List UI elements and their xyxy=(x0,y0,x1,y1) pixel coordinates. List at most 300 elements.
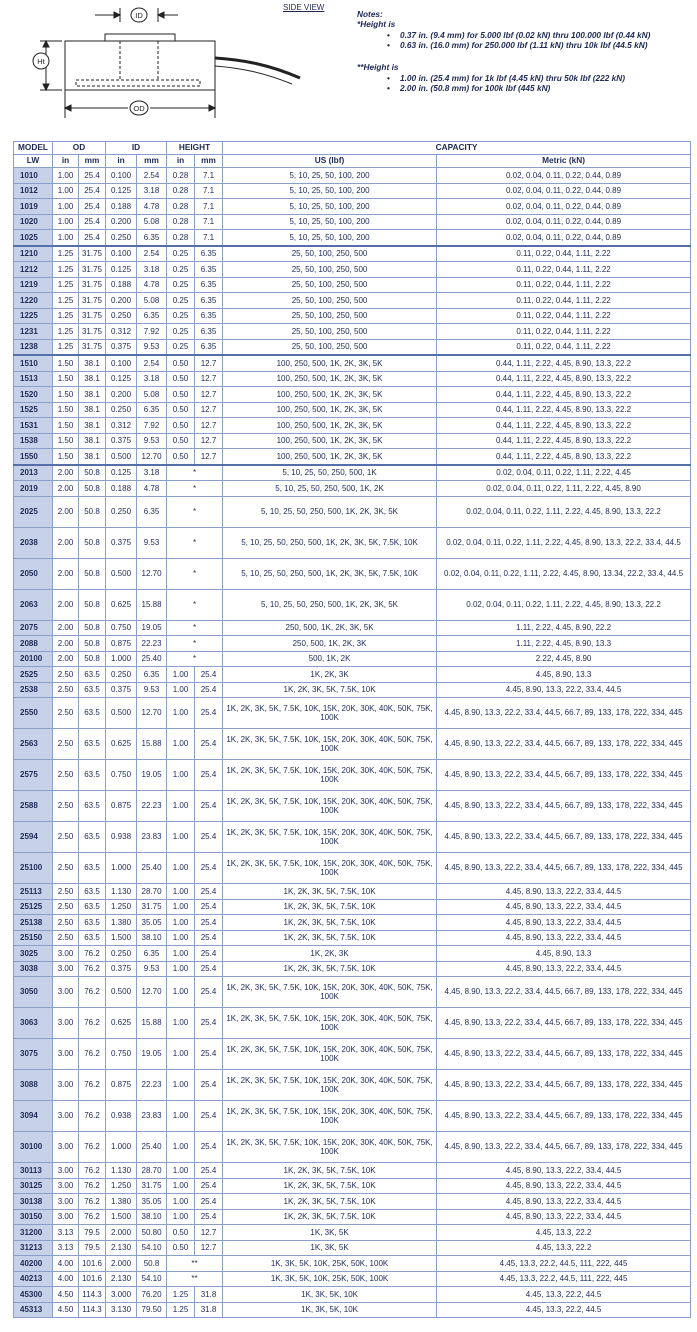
header-capacity: CAPACITY xyxy=(223,142,691,155)
cell-capacity-metric: 0.02, 0.04, 0.11, 0.22, 1.11, 2.22, 4.45 xyxy=(437,465,691,481)
load-cell-body xyxy=(65,41,215,90)
table-row xyxy=(14,620,691,636)
cell-capacity-us: 5, 10, 25, 50, 100, 200 xyxy=(223,168,437,184)
cell-id-mm: 15.88 xyxy=(137,729,167,760)
cell-od-mm: 63.5 xyxy=(79,791,106,822)
cell-id-in: 0.875 xyxy=(106,791,137,822)
cell-id-in: 0.188 xyxy=(106,277,137,293)
cell-od-in: 3.00 xyxy=(53,1039,79,1070)
cell-height-in: 1.00 xyxy=(167,791,195,822)
cell-capacity-us: 25, 50, 100, 250, 500 xyxy=(223,293,437,309)
cell-od-mm: 31.75 xyxy=(79,262,106,278)
cell-capacity-metric: 4.45, 8.90, 13.3, 22.2, 33.4, 44.5 xyxy=(437,1194,691,1210)
cell-od-in: 1.25 xyxy=(53,246,79,262)
cell-od-in: 1.50 xyxy=(53,402,79,418)
cell-id-in: 0.938 xyxy=(106,1101,137,1132)
cell-id-in: 1.000 xyxy=(106,651,137,667)
cell-id-in: 0.188 xyxy=(106,481,137,497)
cell-height-in: 0.50 xyxy=(167,418,195,434)
cell-capacity-metric: 4.45, 8.90, 13.3 xyxy=(437,946,691,962)
cell-height-in: 0.50 xyxy=(167,402,195,418)
cell-capacity-us: 5, 10, 25, 50, 250, 500, 1K, 2K, 3K, 5K, 7.5K, 10K xyxy=(223,527,437,558)
cell-id-mm: 79.50 xyxy=(137,1302,167,1318)
cell-height-mm: 25.4 xyxy=(195,1209,223,1225)
table-row xyxy=(14,729,691,760)
table-row xyxy=(14,961,691,977)
cell-id-mm: 25.40 xyxy=(137,1132,167,1163)
cell-model: 30113 xyxy=(14,1163,53,1179)
cell-capacity-metric: 4.45, 8.90, 13.3, 22.2, 33.4, 44.5 xyxy=(437,1178,691,1194)
cell-od-in: 1.50 xyxy=(53,433,79,449)
cell-od-in: 2.00 xyxy=(53,496,79,527)
cell-capacity-metric: 4.45, 8.90, 13.3, 22.2, 33.4, 44.5, 66.7, 89, 133, 178, 222, 334, 445 xyxy=(437,1008,691,1039)
cell-id-in: 0.250 xyxy=(106,230,137,246)
cell-capacity-us: 1K, 2K, 3K xyxy=(223,946,437,962)
cell-od-in: 1.00 xyxy=(53,168,79,184)
cell-height-in: * xyxy=(167,496,223,527)
cell-od-in: 1.50 xyxy=(53,449,79,465)
cell-capacity-us: 25, 50, 100, 250, 500 xyxy=(223,277,437,293)
cell-id-mm: 28.70 xyxy=(137,1163,167,1179)
cell-od-mm: 63.5 xyxy=(79,884,106,900)
cell-capacity-us: 250, 500, 1K, 2K, 3K, 5K xyxy=(223,620,437,636)
side-view-label: SIDE VIEW xyxy=(283,3,325,12)
cell-height-mm: 25.4 xyxy=(195,1101,223,1132)
cell-od-in: 2.00 xyxy=(53,465,79,481)
cell-od-in: 3.13 xyxy=(53,1225,79,1241)
cell-capacity-metric: 1.11, 2.22, 4.45, 8.90, 13.3 xyxy=(437,636,691,652)
cell-od-in: 3.00 xyxy=(53,977,79,1008)
cell-capacity-us: 1K, 2K, 3K, 5K, 7.5K, 10K, 15K, 20K, 30K, 40K, 50K, 75K, 100K xyxy=(223,729,437,760)
load-button-boss xyxy=(105,34,175,41)
cell-model: 1219 xyxy=(14,277,53,293)
cell-model: 30125 xyxy=(14,1178,53,1194)
cell-capacity-us: 100, 250, 500, 1K, 2K, 3K, 5K xyxy=(223,387,437,403)
height2-note-title: **Height is xyxy=(357,62,399,73)
cell-id-mm: 6.35 xyxy=(137,946,167,962)
header-od-mm: mm xyxy=(79,155,106,168)
cell-capacity-us: 5, 10, 25, 50, 250, 500, 1K xyxy=(223,465,437,481)
cell-id-in: 0.938 xyxy=(106,822,137,853)
cell-od-mm: 63.5 xyxy=(79,698,106,729)
cell-capacity-metric: 0.11, 0.22, 0.44, 1.11, 2.22 xyxy=(437,339,691,355)
cell-capacity-us: 100, 250, 500, 1K, 2K, 3K, 5K xyxy=(223,449,437,465)
cell-height-in: 1.00 xyxy=(167,1163,195,1179)
cell-capacity-us: 1K, 2K, 3K, 5K, 7.5K, 10K xyxy=(223,1178,437,1194)
cell-model: 1210 xyxy=(14,246,53,262)
table-row xyxy=(14,293,691,309)
cell-od-in: 1.50 xyxy=(53,355,79,371)
cell-id-mm: 22.23 xyxy=(137,1070,167,1101)
cell-id-mm: 2.54 xyxy=(137,168,167,184)
cell-capacity-us: 1K, 2K, 3K, 5K, 7.5K, 10K, 15K, 20K, 30K, 40K, 50K, 75K, 100K xyxy=(223,1008,437,1039)
cell-id-mm: 9.53 xyxy=(137,961,167,977)
cell-capacity-metric: 4.45, 8.90, 13.3, 22.2, 33.4, 44.5 xyxy=(437,1163,691,1179)
cell-height-in: 1.00 xyxy=(167,682,195,698)
cell-capacity-metric: 0.44, 1.11, 2.22, 4.45, 8.90, 13.3, 22.2 xyxy=(437,402,691,418)
cell-height-in: 0.50 xyxy=(167,371,195,387)
cell-height-mm: 25.4 xyxy=(195,667,223,683)
cell-capacity-us: 100, 250, 500, 1K, 2K, 3K, 5K xyxy=(223,433,437,449)
height-note-list xyxy=(357,30,692,51)
cell-id-in: 3.000 xyxy=(106,1287,137,1303)
cell-model: 1510 xyxy=(14,355,53,371)
cell-id-mm: 25.40 xyxy=(137,651,167,667)
cell-od-mm: 63.5 xyxy=(79,915,106,931)
cell-height-in: 0.25 xyxy=(167,262,195,278)
cell-height-mm: 25.4 xyxy=(195,899,223,915)
cell-model: 30150 xyxy=(14,1209,53,1225)
cell-capacity-us: 5, 10, 25, 50, 100, 200 xyxy=(223,230,437,246)
cell-id-mm: 15.88 xyxy=(137,589,167,620)
cell-id-mm: 35.05 xyxy=(137,915,167,931)
cell-od-mm: 79.5 xyxy=(79,1240,106,1256)
notes-block xyxy=(357,9,692,94)
cell-capacity-metric: 4.45, 13.3, 22.2, 44.5 xyxy=(437,1287,691,1303)
table-row xyxy=(14,1070,691,1101)
cell-od-in: 1.25 xyxy=(53,293,79,309)
cell-od-mm: 25.4 xyxy=(79,183,106,199)
cell-capacity-us: 250, 500, 1K, 2K, 3K xyxy=(223,636,437,652)
cell-id-in: 2.000 xyxy=(106,1225,137,1241)
hidden-cavity xyxy=(76,80,200,86)
cell-model: 1019 xyxy=(14,199,53,215)
cell-id-mm: 35.05 xyxy=(137,1194,167,1210)
cell-od-in: 3.00 xyxy=(53,961,79,977)
cell-capacity-us: 1K, 2K, 3K, 5K, 7.5K, 10K xyxy=(223,899,437,915)
header-model: MODEL xyxy=(14,142,53,155)
cell-capacity-metric: 4.45, 8.90, 13.3, 22.2, 33.4, 44.5, 66.7, 89, 133, 178, 222, 334, 445 xyxy=(437,698,691,729)
table-row xyxy=(14,698,691,729)
header-height: HEIGHT xyxy=(167,142,223,155)
cell-id-mm: 28.70 xyxy=(137,884,167,900)
cell-model: 40200 xyxy=(14,1256,53,1272)
cell-height-mm: 25.4 xyxy=(195,1194,223,1210)
cell-height-in: 1.00 xyxy=(167,946,195,962)
cell-capacity-us: 500, 1K, 2K xyxy=(223,651,437,667)
table-row xyxy=(14,1256,691,1272)
cell-od-mm: 76.2 xyxy=(79,1163,106,1179)
cell-model: 2013 xyxy=(14,465,53,481)
cell-model: 1550 xyxy=(14,449,53,465)
cell-capacity-metric: 0.02, 0.04, 0.11, 0.22, 0.44, 0.89 xyxy=(437,214,691,230)
cell-id-mm: 4.78 xyxy=(137,481,167,497)
cell-id-mm: 5.08 xyxy=(137,214,167,230)
cell-capacity-metric: 0.02, 0.04, 0.11, 0.22, 0.44, 0.89 xyxy=(437,168,691,184)
header-id: ID xyxy=(106,142,167,155)
table-row xyxy=(14,183,691,199)
cell-model: 1212 xyxy=(14,262,53,278)
cell-id-in: 0.125 xyxy=(106,183,137,199)
cell-height-in: 0.25 xyxy=(167,277,195,293)
cell-od-mm: 76.2 xyxy=(79,1178,106,1194)
header-height-in: in xyxy=(167,155,195,168)
cell-od-in: 2.50 xyxy=(53,760,79,791)
cell-id-mm: 2.54 xyxy=(137,355,167,371)
cell-id-mm: 50.8 xyxy=(137,1256,167,1272)
cell-model: 25113 xyxy=(14,884,53,900)
cell-id-in: 0.375 xyxy=(106,682,137,698)
cell-height-in: 1.00 xyxy=(167,899,195,915)
cell-model: 1010 xyxy=(14,168,53,184)
header-id-in: in xyxy=(106,155,137,168)
table-row xyxy=(14,822,691,853)
cell-height-mm: 12.7 xyxy=(195,371,223,387)
cell-capacity-metric: 0.11, 0.22, 0.44, 1.11, 2.22 xyxy=(437,324,691,340)
cell-model: 1525 xyxy=(14,402,53,418)
cell-od-in: 2.00 xyxy=(53,651,79,667)
cell-model: 3075 xyxy=(14,1039,53,1070)
cell-height-mm: 12.7 xyxy=(195,418,223,434)
cell-od-mm: 63.5 xyxy=(79,853,106,884)
cell-capacity-metric: 4.45, 13.3, 22.2 xyxy=(437,1225,691,1241)
table-row xyxy=(14,1287,691,1303)
cell-id-in: 1.000 xyxy=(106,1132,137,1163)
cell-id-in: 0.375 xyxy=(106,339,137,355)
cell-height-mm: 31.8 xyxy=(195,1287,223,1303)
cell-height-in: 1.00 xyxy=(167,1194,195,1210)
cell-id-in: 0.500 xyxy=(106,977,137,1008)
cell-height-in: * xyxy=(167,481,223,497)
ht-label-bubble xyxy=(33,53,49,69)
cell-id-in: 0.250 xyxy=(106,496,137,527)
cell-od-mm: 50.8 xyxy=(79,481,106,497)
cell-height-mm: 6.35 xyxy=(195,262,223,278)
cell-id-in: 0.625 xyxy=(106,1008,137,1039)
cell-id-mm: 6.35 xyxy=(137,308,167,324)
cell-capacity-metric: 0.02, 0.04, 0.11, 0.22, 1.11, 2.22, 4.45, 8.90 xyxy=(437,481,691,497)
height2-note-list xyxy=(357,73,692,94)
cell-od-mm: 31.75 xyxy=(79,277,106,293)
cell-height-in: 0.28 xyxy=(167,230,195,246)
cell-od-in: 3.13 xyxy=(53,1240,79,1256)
cell-height-in: 1.00 xyxy=(167,1101,195,1132)
cell-id-mm: 9.53 xyxy=(137,527,167,558)
header-capacity-us: US (lbf) xyxy=(223,155,437,168)
cell-od-in: 2.50 xyxy=(53,853,79,884)
cell-height-mm: 6.35 xyxy=(195,324,223,340)
cell-id-in: 0.625 xyxy=(106,729,137,760)
cell-capacity-us: 1K, 2K, 3K, 5K, 7.5K, 10K xyxy=(223,961,437,977)
cell-model: 40213 xyxy=(14,1271,53,1287)
cell-height-in: 0.25 xyxy=(167,246,195,262)
cell-od-in: 4.00 xyxy=(53,1271,79,1287)
cell-capacity-us: 1K, 2K, 3K, 5K, 7.5K, 10K, 15K, 20K, 30K, 40K, 50K, 75K, 100K xyxy=(223,1101,437,1132)
cell-height-in: 1.00 xyxy=(167,961,195,977)
cell-model: 3088 xyxy=(14,1070,53,1101)
cell-capacity-metric: 0.44, 1.11, 2.22, 4.45, 8.90, 13.3, 22.2 xyxy=(437,449,691,465)
cell-od-in: 1.25 xyxy=(53,339,79,355)
cell-id-in: 2.130 xyxy=(106,1240,137,1256)
cell-id-in: 2.130 xyxy=(106,1271,137,1287)
id-label: ID xyxy=(135,11,143,20)
cell-model: 1225 xyxy=(14,308,53,324)
cell-height-mm: 7.1 xyxy=(195,199,223,215)
cell-height-in: 1.00 xyxy=(167,1039,195,1070)
cell-height-in: 0.28 xyxy=(167,168,195,184)
cell-height-mm: 12.7 xyxy=(195,1225,223,1241)
cell-od-mm: 38.1 xyxy=(79,402,106,418)
cell-height-mm: 25.4 xyxy=(195,961,223,977)
table-row xyxy=(14,262,691,278)
cell-capacity-us: 1K, 2K, 3K, 5K, 7.5K, 10K, 15K, 20K, 30K, 40K, 50K, 75K, 100K xyxy=(223,698,437,729)
cell-od-mm: 38.1 xyxy=(79,449,106,465)
cell-capacity-metric: 0.44, 1.11, 2.22, 4.45, 8.90, 13.3, 22.2 xyxy=(437,371,691,387)
cell-od-in: 3.00 xyxy=(53,1209,79,1225)
cell-model: 1520 xyxy=(14,387,53,403)
cell-od-in: 2.50 xyxy=(53,915,79,931)
cell-capacity-metric: 0.11, 0.22, 0.44, 1.11, 2.22 xyxy=(437,293,691,309)
cell-id-mm: 15.88 xyxy=(137,1008,167,1039)
cell-od-in: 1.00 xyxy=(53,199,79,215)
header-capacity-metric: Metric (kN) xyxy=(437,155,691,168)
cell-height-in: 0.50 xyxy=(167,355,195,371)
cell-capacity-metric: 0.02, 0.04, 0.11, 0.22, 0.44, 0.89 xyxy=(437,199,691,215)
cell-capacity-us: 1K, 3K, 5K xyxy=(223,1225,437,1241)
cell-od-mm: 38.1 xyxy=(79,433,106,449)
cell-height-mm: 7.1 xyxy=(195,230,223,246)
cell-model: 1538 xyxy=(14,433,53,449)
cell-od-mm: 50.8 xyxy=(79,558,106,589)
cell-id-in: 1.250 xyxy=(106,899,137,915)
cell-od-mm: 76.2 xyxy=(79,1101,106,1132)
cell-od-mm: 31.75 xyxy=(79,339,106,355)
cell-od-in: 1.25 xyxy=(53,262,79,278)
cell-capacity-metric: 0.44, 1.11, 2.22, 4.45, 8.90, 13.3, 22.2 xyxy=(437,418,691,434)
cell-id-in: 0.875 xyxy=(106,636,137,652)
cell-height-in: 0.25 xyxy=(167,293,195,309)
cell-model: 2588 xyxy=(14,791,53,822)
cell-id-mm: 3.18 xyxy=(137,183,167,199)
cell-capacity-us: 1K, 2K, 3K, 5K, 7.5K, 10K xyxy=(223,884,437,900)
cell-capacity-us: 5, 10, 25, 50, 100, 200 xyxy=(223,183,437,199)
cell-od-mm: 76.2 xyxy=(79,1209,106,1225)
table-row xyxy=(14,884,691,900)
cell-capacity-metric: 4.45, 8.90, 13.3, 22.2, 33.4, 44.5, 66.7, 89, 133, 178, 222, 334, 445 xyxy=(437,822,691,853)
cell-id-in: 0.188 xyxy=(106,199,137,215)
cell-id-mm: 12.70 xyxy=(137,977,167,1008)
cell-capacity-metric: 4.45, 8.90, 13.3, 22.2, 33.4, 44.5 xyxy=(437,884,691,900)
cell-model: 25100 xyxy=(14,853,53,884)
cell-capacity-us: 25, 50, 100, 250, 500 xyxy=(223,308,437,324)
id-label-bubble xyxy=(131,8,147,22)
cell-od-in: 3.00 xyxy=(53,1008,79,1039)
cell-od-in: 1.00 xyxy=(53,183,79,199)
cell-od-in: 2.00 xyxy=(53,589,79,620)
table-row xyxy=(14,496,691,527)
cell-id-mm: 25.40 xyxy=(137,853,167,884)
cell-height-in: 0.50 xyxy=(167,1240,195,1256)
cell-od-in: 3.00 xyxy=(53,1101,79,1132)
cell-od-in: 2.50 xyxy=(53,667,79,683)
cell-id-in: 0.125 xyxy=(106,262,137,278)
cell-height-mm: 25.4 xyxy=(195,698,223,729)
id-arrowhead-right xyxy=(158,12,164,18)
cell-height-mm: 7.1 xyxy=(195,214,223,230)
cell-capacity-metric: 4.45, 13.3, 22.2, 44.5, 111, 222, 445 xyxy=(437,1256,691,1272)
cell-model: 2050 xyxy=(14,558,53,589)
cell-capacity-metric: 0.02, 0.04, 0.11, 0.22, 1.11, 2.22, 4.45, 8.90, 13.34, 22.2, 33.4, 44.5 xyxy=(437,558,691,589)
table-row xyxy=(14,651,691,667)
cell-model: 3038 xyxy=(14,961,53,977)
cell-capacity-us: 1K, 2K, 3K, 5K, 7.5K, 10K, 15K, 20K, 30K, 40K, 50K, 75K, 100K xyxy=(223,853,437,884)
table-row xyxy=(14,1178,691,1194)
cell-capacity-metric: 0.02, 0.04, 0.11, 0.22, 1.11, 2.22, 4.45, 8.90, 13.3, 22.2 xyxy=(437,589,691,620)
table-row xyxy=(14,324,691,340)
cell-od-in: 1.50 xyxy=(53,418,79,434)
table-row xyxy=(14,527,691,558)
cell-height-mm: 25.4 xyxy=(195,930,223,946)
cell-capacity-metric: 2.22, 4.45, 8.90 xyxy=(437,651,691,667)
cell-od-in: 1.00 xyxy=(53,230,79,246)
cell-model: 2538 xyxy=(14,682,53,698)
cell-height-mm: 25.4 xyxy=(195,884,223,900)
cell-capacity-us: 5, 10, 25, 50, 250, 500, 1K, 2K, 3K, 5K, 7.5K, 10K xyxy=(223,558,437,589)
cell-height-mm: 12.7 xyxy=(195,387,223,403)
cell-height-mm: 12.7 xyxy=(195,402,223,418)
cell-od-in: 1.25 xyxy=(53,324,79,340)
cell-height-in: 1.00 xyxy=(167,853,195,884)
cell-model: 1020 xyxy=(14,214,53,230)
cell-model: 1238 xyxy=(14,339,53,355)
cell-capacity-us: 1K, 2K, 3K, 5K, 7.5K, 10K, 15K, 20K, 30K, 40K, 50K, 75K, 100K xyxy=(223,977,437,1008)
cell-capacity-us: 1K, 2K, 3K, 5K, 7.5K, 10K, 15K, 20K, 30K, 40K, 50K, 75K, 100K xyxy=(223,791,437,822)
cell-od-in: 3.00 xyxy=(53,1163,79,1179)
cell-od-in: 4.50 xyxy=(53,1287,79,1303)
cell-height-mm: 25.4 xyxy=(195,1132,223,1163)
cell-od-mm: 31.75 xyxy=(79,324,106,340)
cell-id-mm: 31.75 xyxy=(137,899,167,915)
cell-model: 2550 xyxy=(14,698,53,729)
cell-od-in: 3.00 xyxy=(53,1194,79,1210)
cell-id-in: 0.250 xyxy=(106,946,137,962)
table-row xyxy=(14,230,691,246)
table-row xyxy=(14,977,691,1008)
cell-height-mm: 12.7 xyxy=(195,1240,223,1256)
table-row xyxy=(14,199,691,215)
cell-id-in: 0.100 xyxy=(106,355,137,371)
cell-capacity-us: 1K, 2K, 3K, 5K, 7.5K, 10K, 15K, 20K, 30K, 40K, 50K, 75K, 100K xyxy=(223,1070,437,1101)
cell-model: 3025 xyxy=(14,946,53,962)
cell-height-in: 0.50 xyxy=(167,387,195,403)
cell-capacity-metric: 4.45, 8.90, 13.3, 22.2, 33.4, 44.5, 66.7, 89, 133, 178, 222, 334, 445 xyxy=(437,1101,691,1132)
cell-od-mm: 50.8 xyxy=(79,651,106,667)
cell-id-in: 0.100 xyxy=(106,168,137,184)
cell-capacity-us: 1K, 3K, 5K, 10K, 25K, 50K, 100K xyxy=(223,1256,437,1272)
cell-id-mm: 6.35 xyxy=(137,667,167,683)
table-row xyxy=(14,791,691,822)
cell-height-mm: 25.4 xyxy=(195,822,223,853)
height2-note-item: • 2.00 in. (50.8 mm) for 100k lbf (445 kN) xyxy=(357,83,692,93)
cell-od-mm: 50.8 xyxy=(79,496,106,527)
cell-height-in: 1.00 xyxy=(167,698,195,729)
cell-od-mm: 25.4 xyxy=(79,199,106,215)
cell-height-in: 1.00 xyxy=(167,729,195,760)
table-row xyxy=(14,1209,691,1225)
cell-capacity-metric: 4.45, 8.90, 13.3, 22.2, 33.4, 44.5 xyxy=(437,961,691,977)
cell-height-mm: 25.4 xyxy=(195,682,223,698)
cell-od-in: 2.50 xyxy=(53,930,79,946)
table-row xyxy=(14,1039,691,1070)
cell-id-mm: 3.18 xyxy=(137,371,167,387)
cell-id-in: 0.125 xyxy=(106,465,137,481)
cell-height-in: 0.28 xyxy=(167,199,195,215)
cell-od-mm: 38.1 xyxy=(79,355,106,371)
cell-capacity-us: 1K, 2K, 3K xyxy=(223,667,437,683)
cell-od-in: 2.50 xyxy=(53,791,79,822)
cell-od-mm: 101.6 xyxy=(79,1271,106,1287)
cell-capacity-metric: 0.11, 0.22, 0.44, 1.11, 2.22 xyxy=(437,246,691,262)
